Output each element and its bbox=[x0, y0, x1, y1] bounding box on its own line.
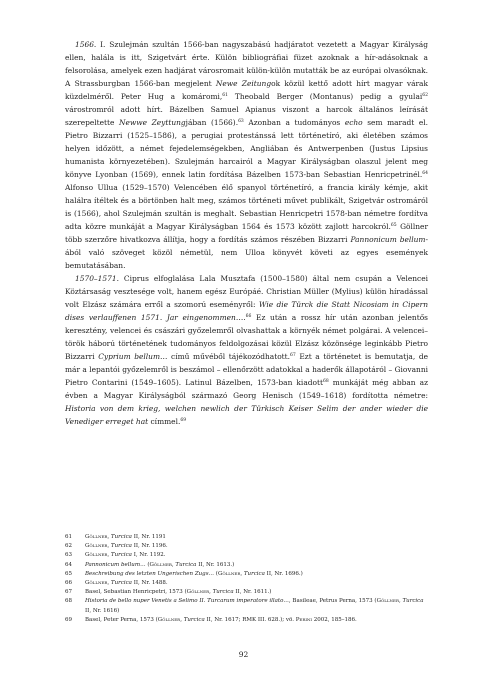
author-name: Göllner bbox=[157, 616, 181, 623]
text-run: , bbox=[209, 589, 213, 596]
text-run: Ezt a történetet is bemutatja, de már a lepantói győzelemről is beszámol – ellenőrzött adatokkal a haderők állapotáról – Giovanni Pietro Contarini (1549–1605). Latinul Bázelben, 1573-ban kiadott bbox=[65, 352, 428, 387]
text-run: címmel. bbox=[148, 417, 181, 426]
footnote-item bbox=[65, 551, 428, 560]
footnote-ref: 69 bbox=[180, 418, 187, 423]
text-run: II, Nr. 1196. bbox=[131, 543, 168, 550]
italic-text: echo bbox=[344, 118, 363, 127]
author-name: Göllner bbox=[376, 598, 399, 605]
footnote-item bbox=[65, 579, 428, 588]
footnote-item bbox=[65, 561, 428, 570]
footnote-number: 67 bbox=[65, 589, 72, 596]
text-run: , bbox=[107, 534, 111, 540]
footnote-ref: 68 bbox=[322, 379, 329, 384]
text-run: , bbox=[107, 552, 111, 559]
footnote-number: 66 bbox=[65, 580, 72, 587]
italic-text: 1566. bbox=[75, 40, 97, 49]
text-run: , bbox=[171, 561, 176, 568]
text-run: II, Nr. 1616) bbox=[85, 607, 120, 614]
footnote-item bbox=[65, 542, 428, 551]
italic-text: 1570–1571. bbox=[75, 274, 119, 283]
footnote-text bbox=[85, 597, 428, 615]
text-run: II, Nr. 1191 bbox=[131, 534, 166, 540]
italic-text: Pannonicum bellum bbox=[350, 235, 426, 244]
text-run: , bbox=[107, 580, 111, 587]
text-run: című művéből tájékozódhatott. bbox=[167, 352, 291, 361]
text-run: ok közül kettő adott hírt magyar várak küzdelméről. Peter Hug a komáromi, bbox=[65, 79, 428, 101]
footnotes bbox=[65, 533, 428, 625]
text-run: várostromról adott hírt. Bázelben Samuel Apianus viszont a harcok általános leírását szerepeltette bbox=[65, 105, 428, 127]
footnote-text bbox=[85, 570, 428, 579]
footnote-text bbox=[85, 533, 428, 542]
footnote-number: 65 bbox=[65, 570, 72, 577]
text-run: Theobald Berger (Montanus) pedig a gyulai bbox=[227, 92, 423, 101]
italic-text: Turcica bbox=[110, 552, 132, 559]
text-run: II, Nr. 1488. bbox=[131, 580, 168, 587]
text-run: Azonban a tudományos bbox=[243, 118, 345, 127]
footnote-item bbox=[65, 597, 428, 615]
italic-text: Turcica bbox=[183, 616, 205, 623]
paragraph-p1570 bbox=[65, 272, 428, 428]
footnote-text bbox=[85, 542, 428, 551]
italic-text: Historia de bello nuper Venetis a Selimo II. Turcarum imperatore illato… bbox=[85, 598, 289, 605]
text-run: , bbox=[107, 543, 111, 550]
footnote-number: 62 bbox=[65, 543, 72, 550]
footnote-text bbox=[85, 616, 428, 625]
text-run: munkáját még abban az évben a Magyar Királyságból származó Georg Henisch (1549–1618) fordította németre: bbox=[65, 378, 428, 400]
italic-text: Turcica bbox=[402, 598, 424, 605]
footnote-ref: 64 bbox=[422, 171, 428, 176]
footnote-number: 69 bbox=[65, 616, 72, 623]
text-run: II, Nr. 1696.) bbox=[264, 570, 303, 577]
italic-text: Turcica bbox=[110, 534, 132, 540]
footnote-number: 63 bbox=[65, 552, 72, 559]
text-run: , bbox=[398, 598, 403, 605]
text-run: I, Nr. 1192. bbox=[131, 552, 166, 559]
footnote-text bbox=[85, 561, 428, 570]
text-run: sem maradt el. Pietro Bizzarri (1525–1586), a perugiai protestánssá lett történetíró, aki életében számos helyen időzött, a német fejedelemségekben, Angliában és Antwerpenben (Justus Lipsius humanista környezetében). Szulejmán harcairól a Magyar Királyságban olaszul jelent meg könyve Lyonban (1569), ennek latin fordítása Bázelben 1573-ban Sebastian Henricpetrinél. bbox=[65, 118, 429, 179]
text-run: II, Nr. 1613.) bbox=[196, 561, 235, 568]
footnote-ref: 67 bbox=[290, 353, 296, 358]
text-run: I. Szulejmán szultán 1566-ban nagyszabású hadjáratot vezetett a Magyar Királyság ellen, halála is itt, Szigetvárt érte. Külön bibliográfiai füzet azoknak a hír-adásoknak a felsorolása, amelyek ezen hadjárat városromait külön-külön mutatták be az európai olvasóknak. A Strassburgban 1566-ban megjelent bbox=[65, 40, 428, 88]
text-run: Ez után a rossz hír után azonban jelentős keresztény, velencei és császári győzelemről olvashattak a környék német polgárai. A velencei–török háború történetének tudományos feldolgozásai közül Elzász közönsége leginkább Pietro Bizzarri bbox=[65, 313, 428, 361]
footnote-item bbox=[65, 616, 428, 625]
main-text bbox=[65, 38, 428, 428]
text-run: II, Nr. 1617; RMK III. 628.); vö. bbox=[204, 616, 296, 623]
italic-text: Newwe Zeyttung bbox=[118, 118, 186, 127]
page-number: 92 bbox=[238, 650, 249, 659]
text-run: . bbox=[243, 313, 246, 322]
italic-text: Beschreibung des letzten Ungerischen Zugs… bbox=[85, 570, 215, 577]
footnote-text bbox=[85, 588, 428, 597]
text-run: , Basileae, Petrus Perna, 1573 ( bbox=[288, 598, 377, 605]
paragraph-p1566 bbox=[65, 38, 428, 272]
footnote-number: 61 bbox=[65, 534, 72, 540]
author-name: Göllner bbox=[186, 589, 210, 596]
italic-text: Pannonicum bellum… bbox=[85, 561, 146, 568]
author-name: Göllner bbox=[85, 534, 108, 540]
footnote-item bbox=[65, 588, 428, 597]
footnote-text bbox=[85, 579, 428, 588]
footnote-ref: 65 bbox=[390, 223, 397, 228]
italic-text: Cyprium bellum… bbox=[98, 352, 168, 361]
footnote-text bbox=[85, 551, 428, 560]
italic-text: Newe Zeitung bbox=[215, 79, 272, 88]
footnote-ref: 62 bbox=[422, 93, 428, 98]
text-run: , bbox=[180, 616, 184, 623]
footnote-ref: 66 bbox=[245, 314, 252, 319]
author-name: Perini bbox=[295, 616, 313, 623]
footnote-number: 64 bbox=[65, 561, 72, 568]
author-name: Göllner bbox=[85, 580, 108, 587]
text-run: , bbox=[240, 570, 244, 577]
author-name: Göllner bbox=[85, 552, 108, 559]
italic-text: Turcica bbox=[110, 580, 132, 587]
footnote-ref: 61 bbox=[222, 93, 228, 98]
italic-text: Turcica bbox=[175, 561, 197, 568]
text-run: 2002, 185–186. bbox=[312, 616, 357, 623]
italic-text: Turcica bbox=[110, 543, 132, 550]
italic-text: Turcica bbox=[243, 570, 265, 577]
italic-text: Turcica bbox=[212, 589, 234, 596]
text-run: jában (1566). bbox=[185, 118, 239, 127]
text-run: ( bbox=[145, 561, 150, 568]
footnote-ref: 63 bbox=[238, 119, 244, 124]
author-name: Göllner bbox=[85, 543, 108, 550]
italic-text: Historia von dem krieg, welchen newlich der Türkisch Keiser Selim der ander wieder die Venediger erreget hat bbox=[65, 404, 428, 426]
footnote-item bbox=[65, 533, 428, 542]
text-run: Basel, Peter Perna, 1573 ( bbox=[85, 616, 158, 623]
text-run: II, Nr. 1611.) bbox=[233, 589, 272, 596]
text-run: -ából való szöveget közöl németül, nem Ulloa könyvét követi az egyes események bemutatásában. bbox=[65, 235, 428, 270]
text-run: Göllner több szerzőre hivatkozva állítja, hogy a fordítás számos részében Bizzarri bbox=[65, 222, 428, 244]
text-run: Basel, Sebastian Henricpetri, 1573 ( bbox=[85, 589, 187, 596]
footnote-item bbox=[65, 570, 428, 579]
text-run: ( bbox=[214, 570, 218, 577]
author-name: Göllner bbox=[217, 570, 241, 577]
footnote-number: 68 bbox=[65, 598, 72, 605]
author-name: Göllner bbox=[149, 561, 172, 568]
italic-text: Wie die Türck die Statt Nicosiam in Cipern dises verlauffenen 1571. Jar eingenommen… bbox=[65, 300, 428, 322]
text-run: Ciprus elfoglalása Lala Musztafa (1500–1580) által nem csupán a Velencei Köztársaság vesztesége volt, hanem egész Európáé. Christian Müller (Mylius) külön híradással volt Elzász számára erről a szomorú eseményről: bbox=[65, 274, 428, 309]
text-run: Alfonso Ullua (1529–1570) Velencében élő spanyol történetíró, a francia király kémje, akit halálra ítéltek és a börtönben halt meg, számos történeti művet publikált, Szigetvár ostromáról is (1566), ahol Szulejmán szultán is meghalt. Sebastian Henricpetri 1578-ban németre fordítva adta közre munkáját a Magyar Királyságban 1564 és 1573 között zajlott harcokról. bbox=[65, 183, 428, 231]
